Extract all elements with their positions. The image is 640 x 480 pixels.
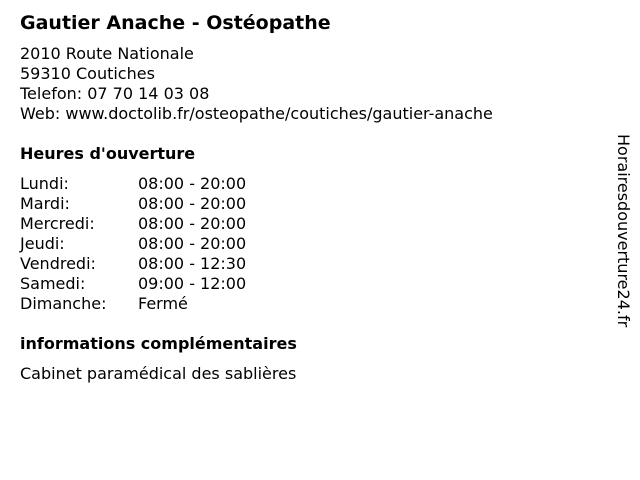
business-card: [20, 10, 600, 384]
business-title: Gautier Anache - Ostéopathe: [20, 12, 331, 34]
address-street: 2010 Route Nationale: [20, 44, 194, 63]
opening-hours-table: [20, 174, 600, 314]
hours-time: 08:00 - 20:00: [138, 234, 247, 253]
hours-row: [20, 254, 600, 274]
hours-time: 08:00 - 12:30: [138, 254, 247, 273]
hours-row: [20, 234, 600, 254]
hours-row: [20, 294, 600, 314]
hours-day: Mardi:: [20, 194, 70, 213]
hours-time: Fermé: [138, 294, 188, 313]
additional-info-heading: informations complémentaires: [20, 334, 297, 353]
hours-row: [20, 194, 600, 214]
site-watermark: Horairesdouverture24.fr: [614, 134, 633, 328]
hours-day: Dimanche:: [20, 294, 107, 313]
website-line: Web: www.doctolib.fr/osteopathe/coutiches/gautier-anache: [20, 104, 493, 123]
phone-line: Telefon: 07 70 14 03 08: [20, 84, 210, 103]
hours-row: [20, 214, 600, 234]
address-city: 59310 Coutiches: [20, 64, 155, 83]
hours-time: 08:00 - 20:00: [138, 214, 247, 233]
hours-day: Jeudi:: [20, 234, 65, 253]
contact-block: [20, 44, 600, 124]
hours-day: Lundi:: [20, 174, 69, 193]
hours-time: 08:00 - 20:00: [138, 194, 247, 213]
hours-day: Vendredi:: [20, 254, 96, 273]
opening-hours-heading: Heures d'ouverture: [20, 144, 196, 163]
hours-time: 09:00 - 12:00: [138, 274, 247, 293]
hours-row: [20, 174, 600, 194]
additional-info-text: Cabinet paramédical des sablières: [20, 364, 297, 383]
hours-day: Mercredi:: [20, 214, 95, 233]
hours-day: Samedi:: [20, 274, 86, 293]
hours-row: [20, 274, 600, 294]
hours-time: 08:00 - 20:00: [138, 174, 247, 193]
